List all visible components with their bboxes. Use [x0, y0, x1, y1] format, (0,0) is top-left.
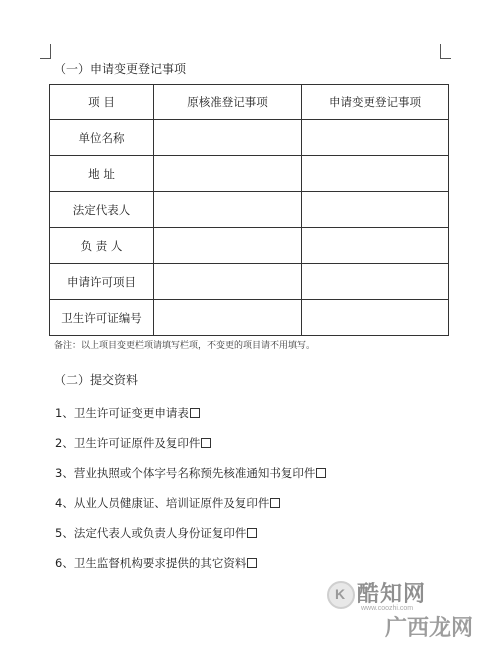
table-row — [50, 192, 449, 228]
margin-corner-mark — [440, 44, 451, 59]
list-item — [55, 428, 326, 458]
table-note: 备注：以上项目变更栏项请填写栏项，不变更的项目请不用填写。 — [54, 341, 316, 351]
checkbox-icon — [247, 558, 257, 568]
column-header: 原核准登记事项 — [154, 85, 302, 120]
table-row — [50, 300, 449, 336]
original-cell — [154, 192, 302, 228]
watermark-url: www.coozhi.com — [361, 605, 414, 612]
original-cell — [154, 300, 302, 336]
list-item-text: 4、从业人员健康证、培训证原件及复印件 — [55, 496, 270, 510]
list-item-text: 2、卫生许可证原件及复印件 — [55, 436, 201, 450]
checkbox-icon — [316, 468, 326, 478]
row-label: 单位名称 — [50, 120, 154, 156]
row-label: 地 址 — [50, 156, 154, 192]
row-label: 负 责 人 — [50, 228, 154, 264]
changed-cell — [302, 300, 449, 336]
list-item-text: 6、卫生监督机构要求提供的其它资料 — [55, 556, 247, 570]
changed-cell — [302, 156, 449, 192]
changed-cell — [302, 228, 449, 264]
list-item — [55, 398, 326, 428]
checkbox-icon — [190, 408, 200, 418]
list-item-text: 1、卫生许可证变更申请表 — [55, 406, 189, 420]
original-cell — [154, 264, 302, 300]
list-item-text: 5、法定代表人或负责人身份证复印件 — [55, 526, 247, 540]
table-row — [50, 228, 449, 264]
table-row — [50, 120, 449, 156]
column-header: 申请变更登记事项 — [302, 85, 449, 120]
watermark-subtitle: 广西龙网 — [385, 616, 474, 641]
watermark-logo-icon — [327, 581, 355, 609]
margin-corner-mark — [40, 44, 51, 59]
column-header: 项 目 — [50, 85, 154, 120]
table-header-row — [50, 85, 449, 120]
document-list — [55, 398, 326, 578]
section-title: （二）提交资料 — [54, 373, 139, 387]
table-row — [50, 264, 449, 300]
registration-change-table — [49, 84, 449, 336]
changed-cell — [302, 264, 449, 300]
row-label: 法定代表人 — [50, 192, 154, 228]
row-label: 申请许可项目 — [50, 264, 154, 300]
row-label: 卫生许可证编号 — [50, 300, 154, 336]
original-cell — [154, 120, 302, 156]
changed-cell — [302, 192, 449, 228]
original-cell — [154, 228, 302, 264]
section-title: （一）申请变更登记事项 — [54, 62, 187, 76]
list-item — [55, 488, 326, 518]
list-item — [55, 548, 326, 578]
original-cell — [154, 156, 302, 192]
table-row — [50, 156, 449, 192]
watermark-logo-letter: K — [335, 586, 346, 602]
watermark-logo — [327, 575, 477, 639]
changed-cell — [302, 120, 449, 156]
checkbox-icon — [247, 528, 257, 538]
list-item — [55, 518, 326, 548]
list-item-text: 3、营业执照或个体字号名称预先核准通知书复印件 — [55, 466, 316, 480]
watermark-brand: 酷知网 — [357, 582, 427, 607]
checkbox-icon — [270, 498, 280, 508]
checkbox-icon — [201, 438, 211, 448]
list-item — [55, 458, 326, 488]
